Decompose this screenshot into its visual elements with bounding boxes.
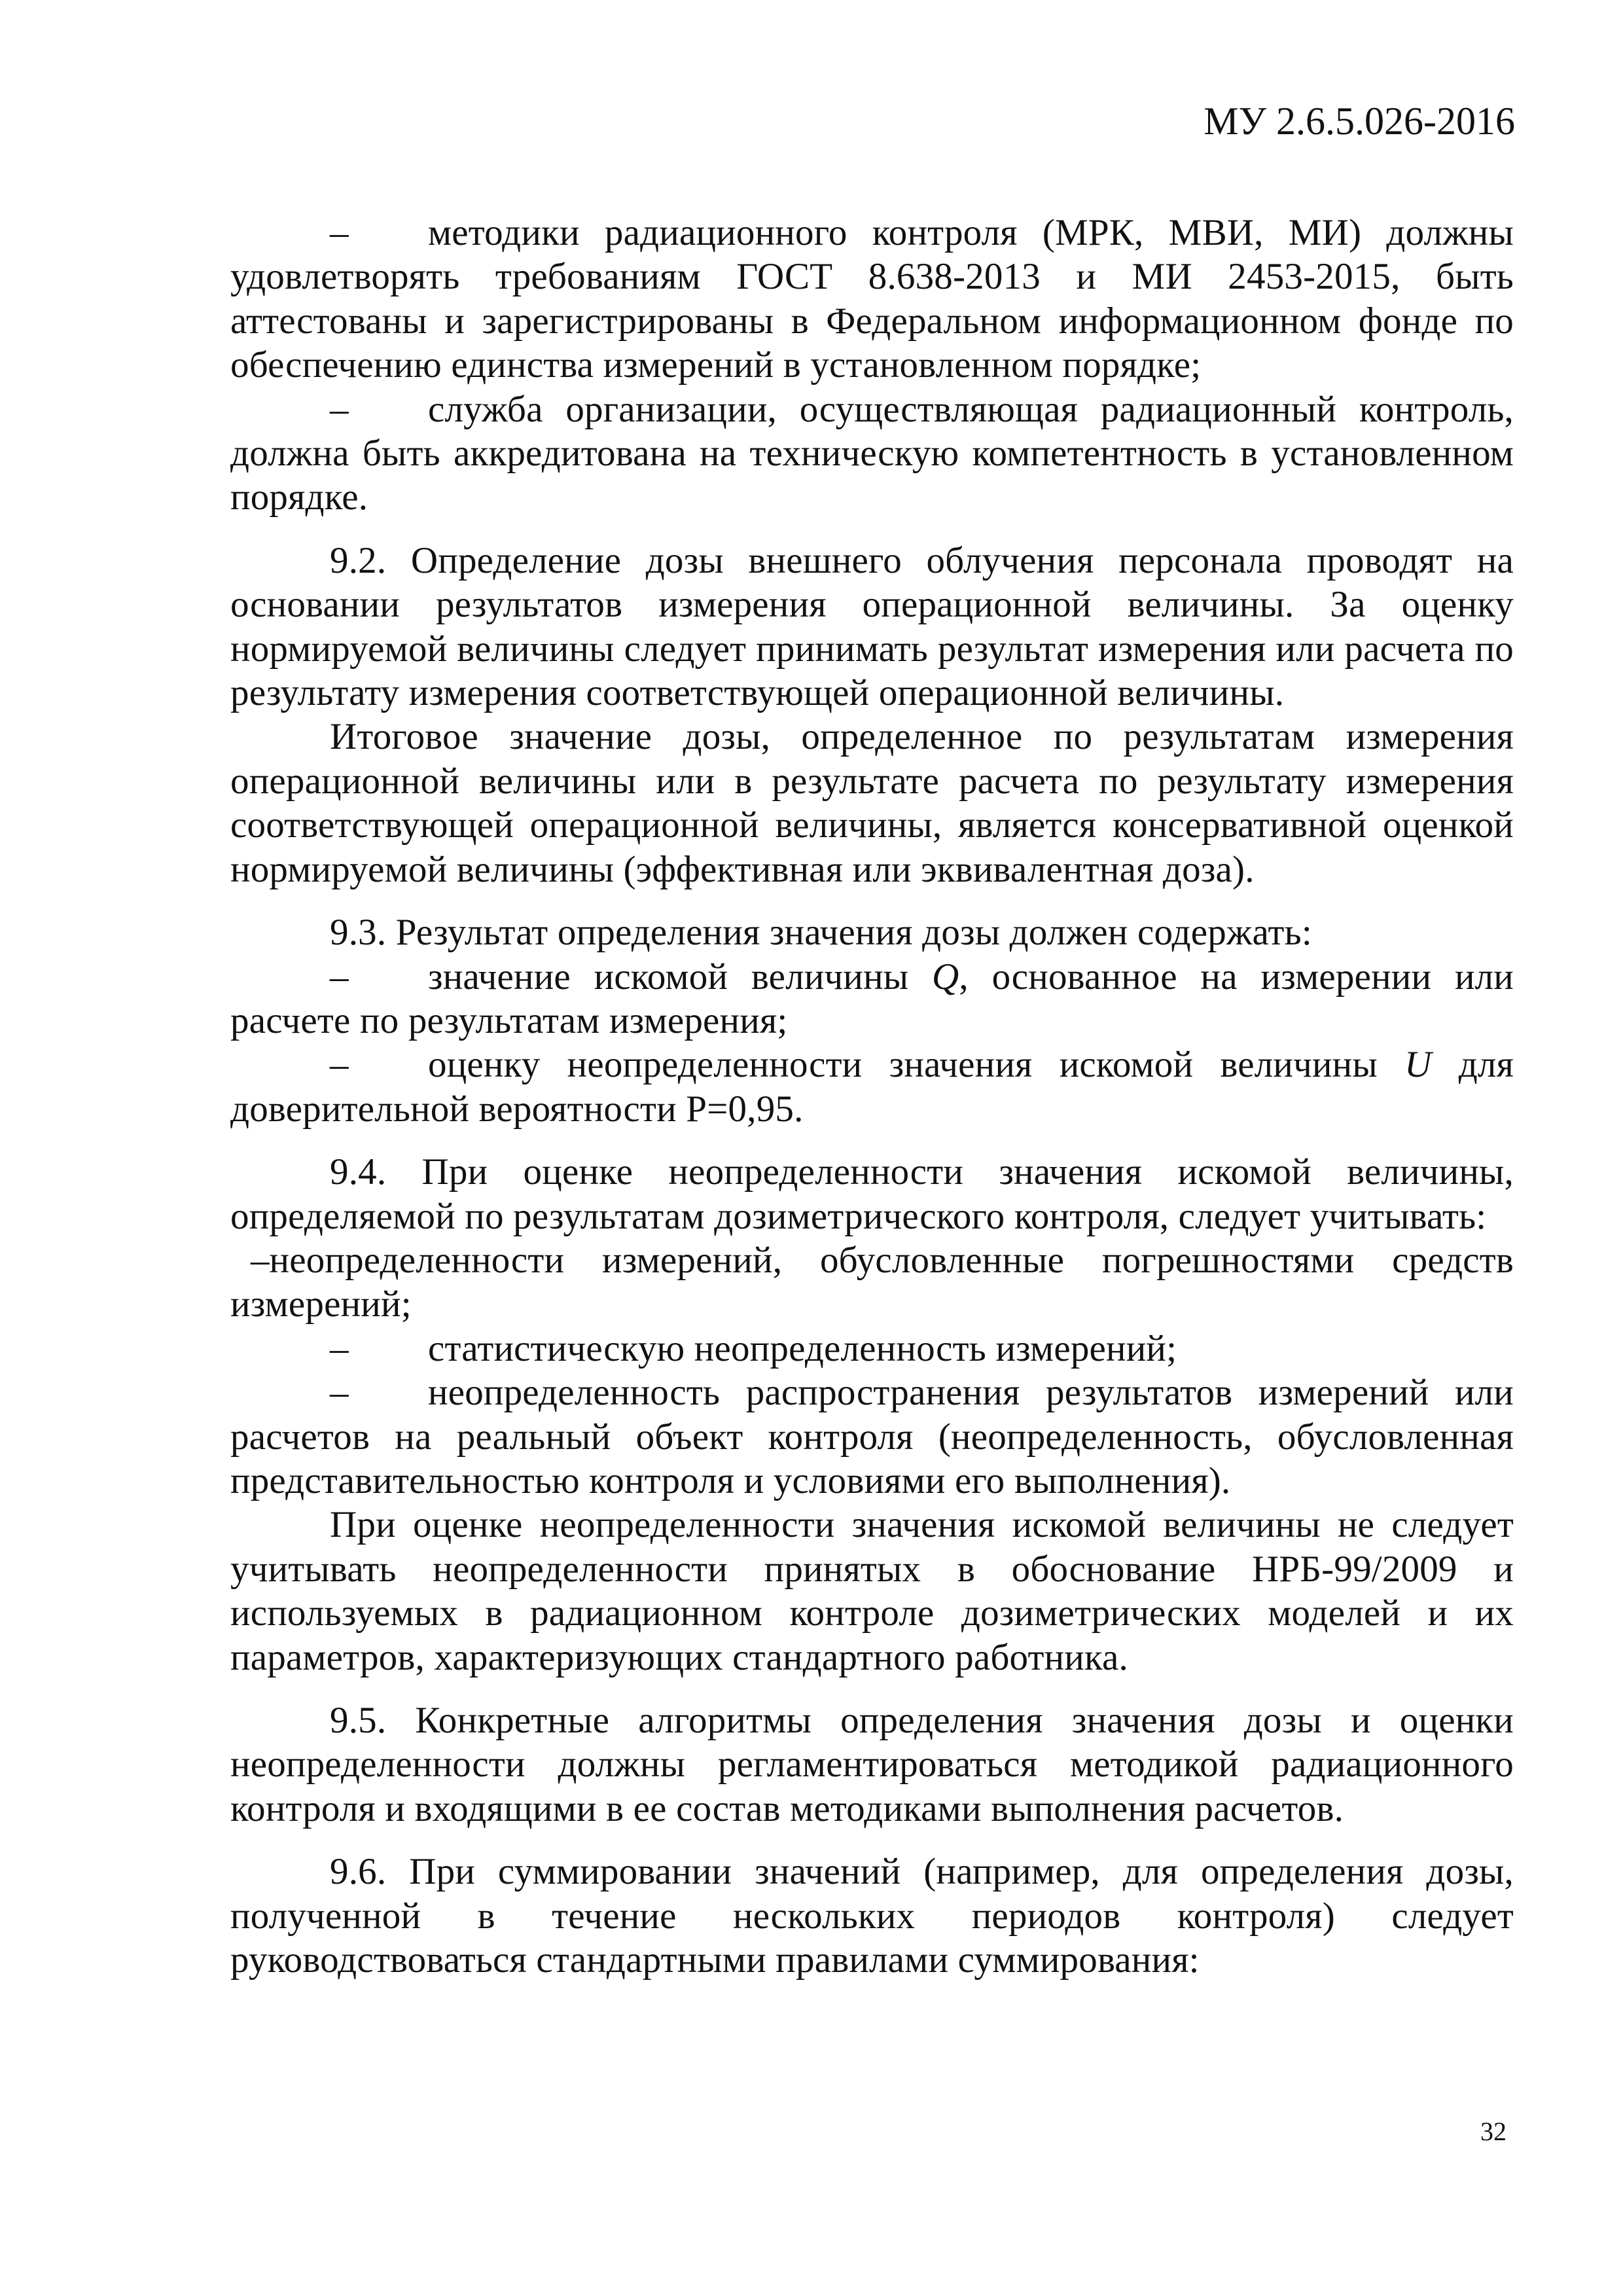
list-item-accreditation (230, 387, 1514, 520)
paragraph-exclusions: При оценке неопределенности значения искомой величины не следует учитывать неопределенности принятых в обоснование НРБ-99/2009 и используемых в радиационном контроле дозиметрических моделей и их параметров, характеризующих стандартного работника. (230, 1504, 1514, 1678)
list-dash: – (330, 212, 349, 253)
paragraph-text: методики радиационного контроля (МРК, МВИ, МИ) должны удовлетворять требованиям ГОСТ 8.638-2013 и МИ 2453-2015, быть аттестованы и зарегистрированы в Федеральном информационном фонде по обеспечению единства измерений в установленном порядке; (230, 212, 1514, 386)
paragraph-text: неопределенности измерений, обусловленные погрешностями средств измерений; (230, 1239, 1514, 1325)
list-dash: – (251, 1239, 270, 1281)
paragraph-text: значение искомой величины (428, 956, 933, 997)
paragraph-text: для доверительной вероятности P=0,95. (230, 1044, 1514, 1130)
list-dash: – (330, 1372, 349, 1414)
list-dash: – (330, 956, 349, 997)
document-body (230, 211, 1514, 1982)
list-item-value-q (230, 955, 1514, 1043)
paragraph-text: служба организации, осуществляющая радиационный контроль, должна быть аккредитована на техническую компетентность в установленном порядке. (230, 388, 1514, 518)
list-dash: – (330, 1327, 349, 1369)
list-item-propagation-uncertainty (230, 1371, 1514, 1503)
document-code-header: МУ 2.6.5.026-2016 (1204, 99, 1515, 143)
paragraph-9-6: 9.6. При суммировании значений (например, для определения дозы, полученной в течение нескольких периодов контроля) следует руководствоваться стандартными правилами суммирования: (230, 1851, 1514, 1981)
symbol-q: Q (932, 956, 959, 997)
paragraph-9-4: 9.4. При оценке неопределенности значения искомой величины, определяемой по результатам дозиметрического контроля, следует учитывать: (230, 1151, 1514, 1237)
list-dash: – (330, 1044, 349, 1086)
list-dash: – (330, 388, 349, 430)
paragraph-9-5: 9.5. Конкретные алгоритмы определения значения дозы и оценки неопределенности должны регламентироваться методикой радиационного контроля и входящими в ее состав методиками выполнения расчетов. (230, 1700, 1514, 1829)
paragraph-text: оценку неопределенности значения искомой величины (428, 1044, 1405, 1086)
paragraph-text: статистическую неопределенность измерений; (428, 1327, 1177, 1369)
list-item-methods-requirements (230, 211, 1514, 387)
list-item-statistical-uncertainty (230, 1327, 1514, 1371)
paragraph-text: , основанное на измерении или расчете по результатам измерения; (230, 956, 1514, 1041)
list-item-measurement-uncertainty (230, 1238, 1514, 1327)
paragraph-final-dose-value: Итоговое значение дозы, определенное по результатам измерения операционной величины или в результате расчета по результату измерения соответствующей операционной величины, является консервативной оценкой нормируемой величины (эффективная или эквивалентная доза). (230, 716, 1514, 890)
paragraph-9-3: 9.3. Результат определения значения дозы должен содержать: (330, 912, 1312, 954)
page-number: 32 (1480, 2117, 1507, 2146)
paragraph-text: неопределенность распространения результатов измерений или расчетов на реальный объект контроля (неопределенность, обусловленная представительностью контроля и условиями его выполнения). (230, 1372, 1514, 1501)
paragraph-9-2: 9.2. Определение дозы внешнего облучения персонала проводят на основании результатов измерения операционной величины. За оценку нормируемой величины следует принимать результат измерения или расчета по результату измерения соответствующей операционной величины. (230, 539, 1514, 714)
list-item-uncertainty-u (230, 1043, 1514, 1131)
symbol-u: U (1404, 1044, 1432, 1086)
